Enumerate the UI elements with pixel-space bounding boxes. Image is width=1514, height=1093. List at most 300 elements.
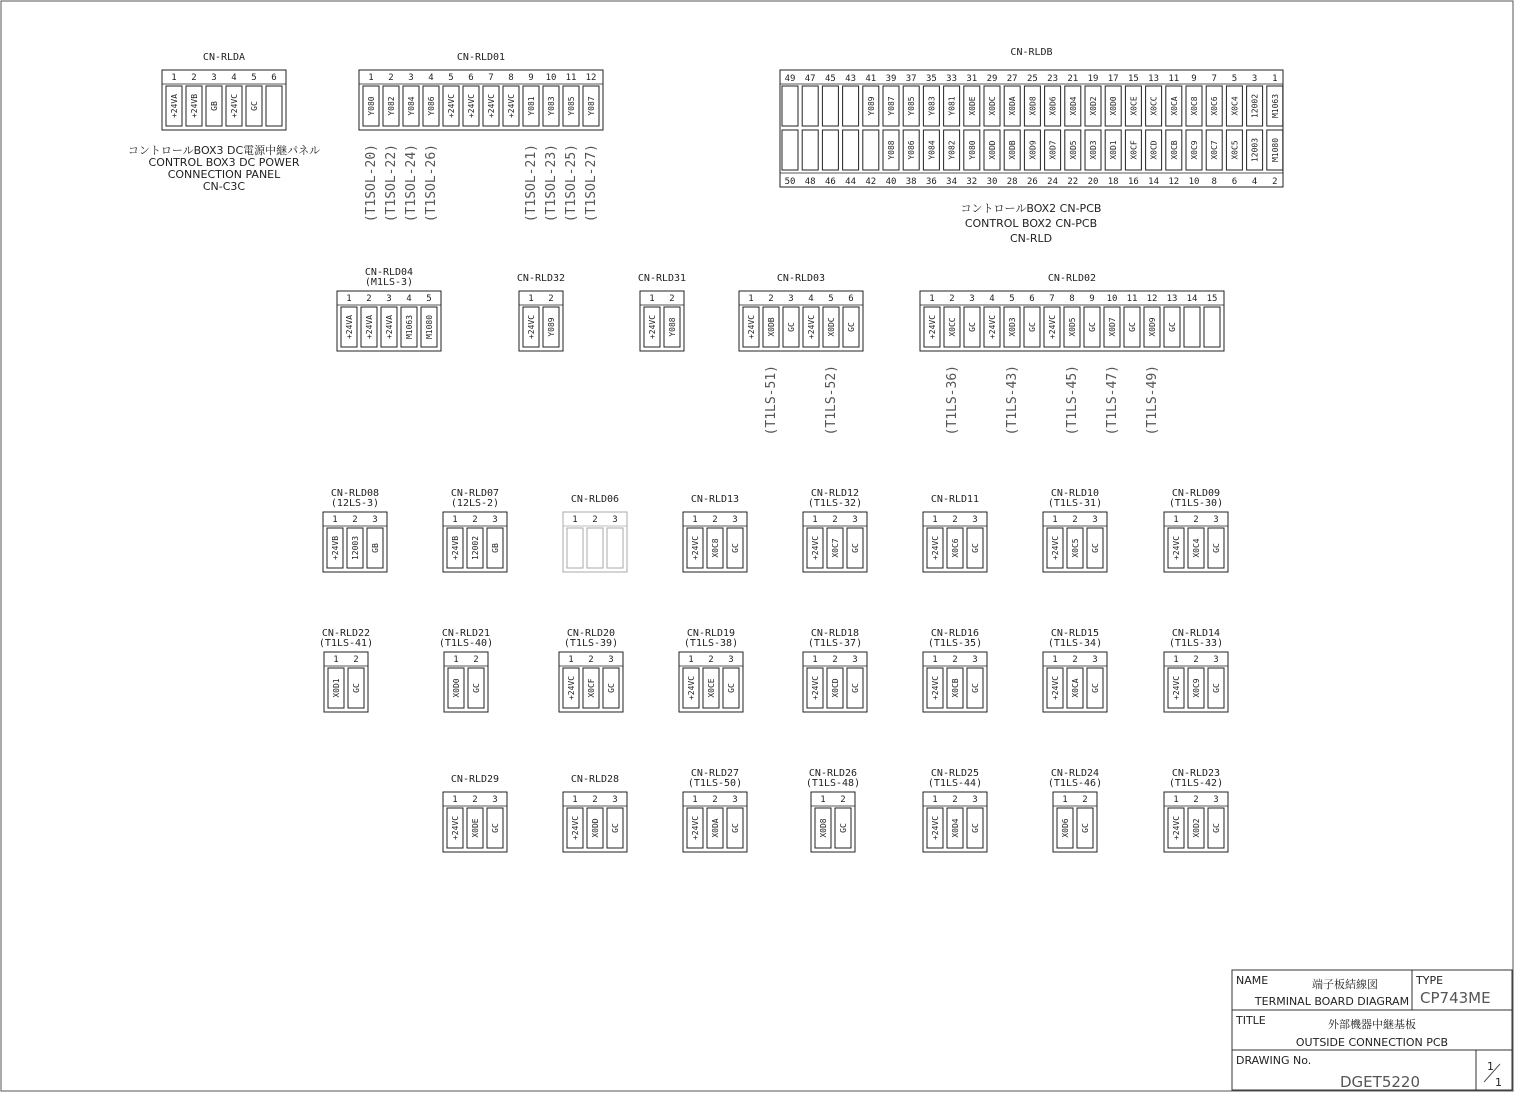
pin-number: 2 xyxy=(472,515,478,525)
pin-number: 45 xyxy=(824,74,836,84)
connector-caption: CN-C3C xyxy=(202,180,246,193)
signal-label: GC xyxy=(1128,322,1137,332)
pin-number: 1 xyxy=(528,294,534,304)
signal-label: X0D8 xyxy=(819,818,828,838)
terminal-cell xyxy=(567,528,583,568)
pin-number: 2 xyxy=(952,795,958,805)
connector-housing xyxy=(444,652,488,712)
pin-number: 44 xyxy=(845,177,857,187)
signal-label: X0CE xyxy=(707,678,716,698)
signal-label: Y088 xyxy=(887,140,896,160)
pin-number: 7 xyxy=(1211,74,1217,84)
pin-number: 4 xyxy=(989,294,995,304)
signal-label: Y082 xyxy=(387,96,396,116)
pin-number: 4 xyxy=(428,73,434,83)
connector-housing xyxy=(162,70,286,130)
pin-number: 19 xyxy=(1087,74,1099,84)
signal-label: X0DA xyxy=(1008,96,1018,116)
connector-housing xyxy=(780,70,1283,187)
connector-cn-rld03 xyxy=(739,273,863,435)
pin-number: 2 xyxy=(1082,795,1088,805)
pin-number: 50 xyxy=(784,177,796,187)
signal-label: Y085 xyxy=(567,96,576,116)
signal-label: +24VC xyxy=(451,815,460,841)
pin-number: 47 xyxy=(804,74,816,84)
pin-number: 3 xyxy=(969,294,975,304)
signal-label: X0C9 xyxy=(1192,678,1201,698)
pin-number: 2 xyxy=(952,655,958,665)
pin-number: 8 xyxy=(1211,177,1217,187)
signal-label: X0CA xyxy=(1071,678,1080,698)
pin-number: 17 xyxy=(1107,74,1119,84)
pin-number: 1 xyxy=(932,795,938,805)
pin-number: 1 xyxy=(332,515,338,525)
connector-title: CN-RLD07 xyxy=(450,488,500,499)
pin-number: 5 xyxy=(251,73,257,83)
pin-number: 3 xyxy=(1213,795,1219,805)
pin-number: 14 xyxy=(1148,177,1160,187)
pin-number: 26 xyxy=(1026,177,1038,187)
signal-label: Y086 xyxy=(907,140,917,160)
pin-number: 7 xyxy=(1049,294,1055,304)
pin-number: 13 xyxy=(1148,74,1160,84)
pin-number: 2 xyxy=(388,73,394,83)
pin-number: 2 xyxy=(712,515,718,525)
signal-label: X0DD xyxy=(591,818,600,838)
signal-label: X0C9 xyxy=(1190,140,1199,160)
device-note: (T1LS-43) xyxy=(1005,365,1020,436)
pin-number: 2 xyxy=(1272,177,1278,187)
pin-number: 3 xyxy=(492,795,498,805)
signal-label: +24VC xyxy=(687,675,696,701)
pin-number: 2 xyxy=(473,655,479,665)
title-jp: 外部機器中継基板 xyxy=(1328,1018,1416,1031)
signal-label: X0D2 xyxy=(1089,96,1098,116)
connector-cn-rldb xyxy=(780,47,1283,245)
signal-label: GC xyxy=(787,322,796,332)
signal-label: X0C7 xyxy=(831,538,840,558)
connector-subtitle: (T1LS-31) xyxy=(1047,498,1103,509)
signal-label: GC xyxy=(1081,823,1090,833)
signal-label: X0D0 xyxy=(1109,96,1119,116)
pin-number: 1 xyxy=(1062,795,1068,805)
connector-title: CN-RLD16 xyxy=(930,628,980,639)
device-note: (T1LS-47) xyxy=(1105,365,1120,436)
connector-subtitle: (T1LS-42) xyxy=(1168,778,1224,789)
signal-label: GC xyxy=(731,543,740,553)
pin-number: 1 xyxy=(692,515,698,525)
connector-caption: CONNECTION PANEL xyxy=(167,168,281,181)
signal-label: M1063 xyxy=(1270,93,1280,119)
signal-label: Y083 xyxy=(547,96,556,116)
connector-subtitle: (T1LS-30) xyxy=(1168,498,1224,509)
signal-label: +24VC xyxy=(1172,535,1181,561)
connector-subtitle: (T1LS-48) xyxy=(805,778,861,789)
device-note: (T1SOL-27) xyxy=(584,144,599,223)
connector-subtitle: (T1LS-40) xyxy=(438,638,494,649)
signal-label: 12002 xyxy=(1250,93,1260,119)
signal-label: X0CD xyxy=(1149,140,1159,160)
pin-number: 5 xyxy=(448,73,454,83)
signal-label: +24VC xyxy=(928,314,937,340)
signal-label: GC xyxy=(731,823,740,833)
pin-number: 3 xyxy=(1092,655,1098,665)
signal-label: X0DA xyxy=(711,818,720,838)
pin-number: 20 xyxy=(1087,177,1099,187)
connector-subtitle: (T1LS-34) xyxy=(1047,638,1103,649)
pin-number: 23 xyxy=(1047,74,1059,84)
pin-number: 21 xyxy=(1067,74,1079,84)
device-note: (T1SOL-22) xyxy=(384,144,399,223)
signal-label: X0CF xyxy=(1129,140,1139,160)
pin-number: 9 xyxy=(1191,74,1197,84)
connector-cn-rld20 xyxy=(559,628,623,712)
connector-title: CN-RLD28 xyxy=(570,774,620,785)
pin-number: 1 xyxy=(932,515,938,525)
device-note: (T1SOL-26) xyxy=(424,144,439,223)
pin-number: 1 xyxy=(346,294,352,304)
pin-number: 18 xyxy=(1107,177,1119,187)
signal-label: X0D5 xyxy=(1068,317,1077,337)
signal-label: +24VC xyxy=(1051,535,1060,561)
connector-cn-rld19 xyxy=(679,628,743,712)
connector-cn-rld02 xyxy=(920,273,1224,435)
pin-number: 2 xyxy=(548,294,554,304)
signal-label: +24VC xyxy=(527,314,536,340)
signal-label: X0D0 xyxy=(452,678,461,698)
connector-cn-rld25 xyxy=(923,768,987,852)
pin-number: 2 xyxy=(592,515,598,525)
connector-caption: コントロールBOX2 CN-PCB xyxy=(960,202,1102,215)
device-note: (T1LS-52) xyxy=(824,365,839,436)
connector-title: CN-RLD01 xyxy=(456,52,506,63)
signal-label: Y088 xyxy=(668,317,677,337)
connector-subtitle: (T1LS-46) xyxy=(1047,778,1103,789)
connector-cn-rld09 xyxy=(1164,488,1228,572)
pin-number: 46 xyxy=(824,177,836,187)
connector-cn-rld22 xyxy=(319,628,373,712)
pin-number: 28 xyxy=(1006,177,1018,187)
signal-label: X0CA xyxy=(1169,96,1179,116)
pin-number: 3 xyxy=(372,515,378,525)
pin-number: 10 xyxy=(1188,177,1200,187)
pin-number: 11 xyxy=(1168,74,1180,84)
signal-label: GC xyxy=(1091,683,1100,693)
pin-number: 1 xyxy=(452,795,458,805)
signal-label: +24VC xyxy=(931,535,940,561)
signal-label: Y080 xyxy=(967,140,977,160)
connector-cn-rld23 xyxy=(1164,768,1228,852)
connector-title: CN-RLD09 xyxy=(1171,488,1221,499)
name-en: TERMINAL BOARD DIAGRAM xyxy=(1254,995,1410,1008)
pin-number: 1 xyxy=(572,795,578,805)
pin-number: 1 xyxy=(748,294,754,304)
signal-label: GC xyxy=(1212,823,1221,833)
pin-number: 11 xyxy=(1126,294,1138,304)
signal-label: Y084 xyxy=(407,96,416,116)
pin-number: 4 xyxy=(406,294,412,304)
name-label: NAME xyxy=(1236,974,1269,987)
terminal-cell xyxy=(843,86,859,126)
signal-label: GC xyxy=(611,823,620,833)
pin-number: 12 xyxy=(585,73,597,83)
pin-number: 6 xyxy=(468,73,474,83)
signal-label: +24VA xyxy=(385,314,394,340)
pin-number: 10 xyxy=(545,73,557,83)
connector-cn-rld06 xyxy=(563,494,627,572)
connector-title: CN-RLD21 xyxy=(441,628,491,639)
pin-number: 3 xyxy=(1213,655,1219,665)
pin-number: 3 xyxy=(386,294,392,304)
pin-number: 2 xyxy=(1193,795,1199,805)
sheet-total: 1 xyxy=(1495,1076,1502,1089)
connector-title: CN-RLD06 xyxy=(570,494,620,505)
pin-number: 13 xyxy=(1166,294,1178,304)
terminal-cell xyxy=(822,86,838,126)
signal-label: M1063 xyxy=(405,314,414,340)
drawing-label: DRAWING No. xyxy=(1236,1054,1312,1067)
pin-number: 6 xyxy=(1231,177,1238,187)
connector-title: CN-RLD24 xyxy=(1050,768,1100,779)
pin-number: 6 xyxy=(271,73,277,83)
signal-label: X0D4 xyxy=(1068,96,1078,116)
signal-label: +24VA xyxy=(170,93,179,119)
signal-label: X0C4 xyxy=(1230,96,1240,116)
pin-number: 1 xyxy=(1052,515,1058,525)
connector-title: CN-RLD31 xyxy=(637,273,687,284)
terminal-cell xyxy=(782,130,798,170)
pin-number: 7 xyxy=(488,73,494,83)
title-en: OUTSIDE CONNECTION PCB xyxy=(1295,1036,1449,1049)
signal-label: X0C6 xyxy=(951,538,960,558)
pin-number: 29 xyxy=(986,74,998,84)
signal-label: X0CB xyxy=(1169,140,1179,160)
signal-label: +24VA xyxy=(345,314,354,340)
pin-number: 2 xyxy=(768,294,774,304)
signal-label: +24VC xyxy=(691,815,700,841)
pin-number: 2 xyxy=(1072,515,1078,525)
signal-label: +24VC xyxy=(571,815,580,841)
signal-label: M1080 xyxy=(425,314,434,340)
signal-label: +24VC xyxy=(567,675,576,701)
connector-subtitle: (T1LS-44) xyxy=(927,778,983,789)
connector-subtitle: (T1LS-50) xyxy=(687,778,743,789)
signal-label: X0DB xyxy=(767,317,776,337)
pin-number: 3 xyxy=(728,655,734,665)
pin-number: 4 xyxy=(808,294,814,304)
pin-number: 1 xyxy=(171,73,177,83)
connector-title: CN-RLD18 xyxy=(810,628,860,639)
connector-cn-rld01 xyxy=(359,52,603,222)
pin-number: 33 xyxy=(946,74,958,84)
signal-label: Y080 xyxy=(367,96,376,116)
signal-label: GC xyxy=(1212,543,1221,553)
pin-number: 1 xyxy=(453,655,459,665)
signal-label: M1080 xyxy=(1270,137,1280,163)
title-label: TITLE xyxy=(1236,1014,1266,1027)
signal-label: GC xyxy=(851,543,860,553)
pin-number: 4 xyxy=(1251,177,1258,187)
pin-number: 49 xyxy=(784,74,796,84)
connector-cn-rld32 xyxy=(517,273,565,351)
signal-label: X0C6 xyxy=(1210,96,1220,116)
signal-label: X0D5 xyxy=(1068,140,1078,160)
pin-number: 3 xyxy=(972,515,978,525)
pin-number: 15 xyxy=(1206,294,1218,304)
pin-number: 12 xyxy=(1146,294,1158,304)
signal-label: X0C8 xyxy=(711,538,720,558)
signal-label: GC xyxy=(847,322,856,332)
connector-housing xyxy=(739,291,863,351)
terminal-cell xyxy=(266,86,282,126)
pin-number: 3 xyxy=(732,515,738,525)
pin-number: 14 xyxy=(1186,294,1198,304)
connector-title: CN-RLD13 xyxy=(690,494,740,505)
connector-subtitle: (T1LS-33) xyxy=(1168,638,1224,649)
pin-number: 40 xyxy=(885,177,897,187)
pin-number: 2 xyxy=(352,515,358,525)
signal-label: +24VC xyxy=(648,314,657,340)
pin-number: 39 xyxy=(885,74,897,84)
connector-cn-rld31 xyxy=(638,273,686,351)
pin-number: 1 xyxy=(1173,655,1179,665)
signal-label: 12002 xyxy=(471,535,480,561)
pin-number: 34 xyxy=(946,177,958,187)
signal-label: +24VC xyxy=(931,675,940,701)
signal-label: Y082 xyxy=(947,140,957,160)
pin-number: 2 xyxy=(191,73,197,83)
pin-number: 2 xyxy=(708,655,714,665)
connector-cn-rlda xyxy=(128,52,320,193)
connector-title: CN-RLD19 xyxy=(686,628,736,639)
connector-subtitle: (T1LS-37) xyxy=(807,638,863,649)
pin-number: 2 xyxy=(832,655,838,665)
connector-caption: コントロールBOX3 DC電源中継パネル xyxy=(127,144,321,157)
signal-label: X0D7 xyxy=(1048,140,1058,160)
pin-number: 1 xyxy=(368,73,374,83)
signal-label: X0D9 xyxy=(1148,317,1157,337)
signal-label: X0D2 xyxy=(1192,818,1201,838)
pin-number: 3 xyxy=(612,795,618,805)
signal-label: X0C5 xyxy=(1230,140,1240,160)
connector-layer xyxy=(128,47,1283,852)
pin-number: 8 xyxy=(508,73,514,83)
connector-subtitle: (T1LS-38) xyxy=(683,638,739,649)
terminal-cell xyxy=(863,130,879,170)
pin-number: 42 xyxy=(865,177,877,187)
connector-subtitle: (T1LS-41) xyxy=(318,638,374,649)
pin-number: 16 xyxy=(1127,177,1139,187)
connector-title: CN-RLD04 xyxy=(364,267,414,278)
signal-label: GC xyxy=(1091,543,1100,553)
signal-label: +24VC xyxy=(1172,815,1181,841)
signal-label: X0D9 xyxy=(1028,140,1038,160)
signal-label: +24VC xyxy=(1051,675,1060,701)
signal-label: GC xyxy=(352,683,361,693)
signal-label: 12003 xyxy=(1250,137,1260,163)
signal-label: GC xyxy=(472,683,481,693)
signal-label: X0D1 xyxy=(1109,140,1119,160)
sheet-number: 1 xyxy=(1487,1060,1494,1073)
signal-label: +24VC xyxy=(811,675,820,701)
pin-number: 3 xyxy=(612,515,618,525)
signal-label: GC xyxy=(971,683,980,693)
pin-number: 2 xyxy=(588,655,594,665)
pin-number: 3 xyxy=(1213,515,1219,525)
signal-label: X0D7 xyxy=(1108,317,1117,337)
device-note: (T1LS-45) xyxy=(1065,365,1080,436)
signal-label: X0DD xyxy=(988,140,997,160)
connector-cn-rld28 xyxy=(563,774,627,852)
device-note: (T1LS-36) xyxy=(945,365,960,436)
signal-label: X0CF xyxy=(587,678,596,698)
pin-number: 41 xyxy=(865,74,877,84)
signal-label: +24VC xyxy=(811,535,820,561)
signal-label: GB xyxy=(210,101,219,111)
signal-label: GC xyxy=(727,683,736,693)
pin-number: 22 xyxy=(1067,177,1079,187)
pin-number: 1 xyxy=(932,655,938,665)
pin-number: 5 xyxy=(1231,74,1238,84)
signal-label: X0D3 xyxy=(1008,317,1017,337)
signal-label: X0D3 xyxy=(1089,140,1098,160)
signal-label: GB xyxy=(371,543,380,553)
device-note: (T1SOL-21) xyxy=(524,144,539,223)
signal-label: +24VC xyxy=(487,93,496,119)
signal-label: X0DC xyxy=(827,317,836,337)
pin-number: 9 xyxy=(1089,294,1095,304)
signal-label: +24VC xyxy=(988,314,997,340)
terminal-cell xyxy=(802,130,818,170)
connector-title: CN-RLD32 xyxy=(516,273,566,284)
signal-label: Y081 xyxy=(527,96,536,116)
pin-number: 3 xyxy=(1092,515,1098,525)
signal-label: Y085 xyxy=(907,96,917,116)
terminal-cell xyxy=(1184,307,1200,347)
signal-label: GC xyxy=(607,683,616,693)
device-note: (T1SOL-24) xyxy=(404,144,419,223)
signal-label: +24VC xyxy=(1172,675,1181,701)
signal-label: GC xyxy=(250,101,259,111)
connector-title: CN-RLD02 xyxy=(1047,273,1097,284)
pin-number: 12 xyxy=(1168,177,1180,187)
device-note: (T1LS-51) xyxy=(764,365,779,436)
pin-number: 1 xyxy=(929,294,935,304)
pin-number: 3 xyxy=(972,795,978,805)
signal-label: X0CC xyxy=(1149,96,1159,116)
pin-number: 1 xyxy=(812,655,818,665)
connector-cn-rld16 xyxy=(923,628,987,712)
connector-title: CN-RLD26 xyxy=(808,768,858,779)
signal-label: Y087 xyxy=(887,96,896,116)
connector-title: CN-RLD22 xyxy=(321,628,371,639)
connector-title: CN-RLD29 xyxy=(450,774,500,785)
pin-number: 35 xyxy=(925,74,937,84)
pin-number: 2 xyxy=(952,515,958,525)
pin-number: 1 xyxy=(1173,795,1179,805)
pin-number: 9 xyxy=(528,73,534,83)
connector-housing xyxy=(640,291,684,351)
signal-label: +24VC xyxy=(1048,314,1057,340)
pin-number: 6 xyxy=(848,294,854,304)
connector-caption: CONTROL BOX2 CN-PCB xyxy=(964,217,1098,230)
connector-cn-rld14 xyxy=(1164,628,1228,712)
signal-label: +24VB xyxy=(331,535,340,561)
signal-label: +24VC xyxy=(807,314,816,340)
connector-subtitle: (12LS-2) xyxy=(450,498,500,509)
pin-number: 2 xyxy=(1193,515,1199,525)
connector-title: CN-RLDB xyxy=(1010,47,1053,58)
